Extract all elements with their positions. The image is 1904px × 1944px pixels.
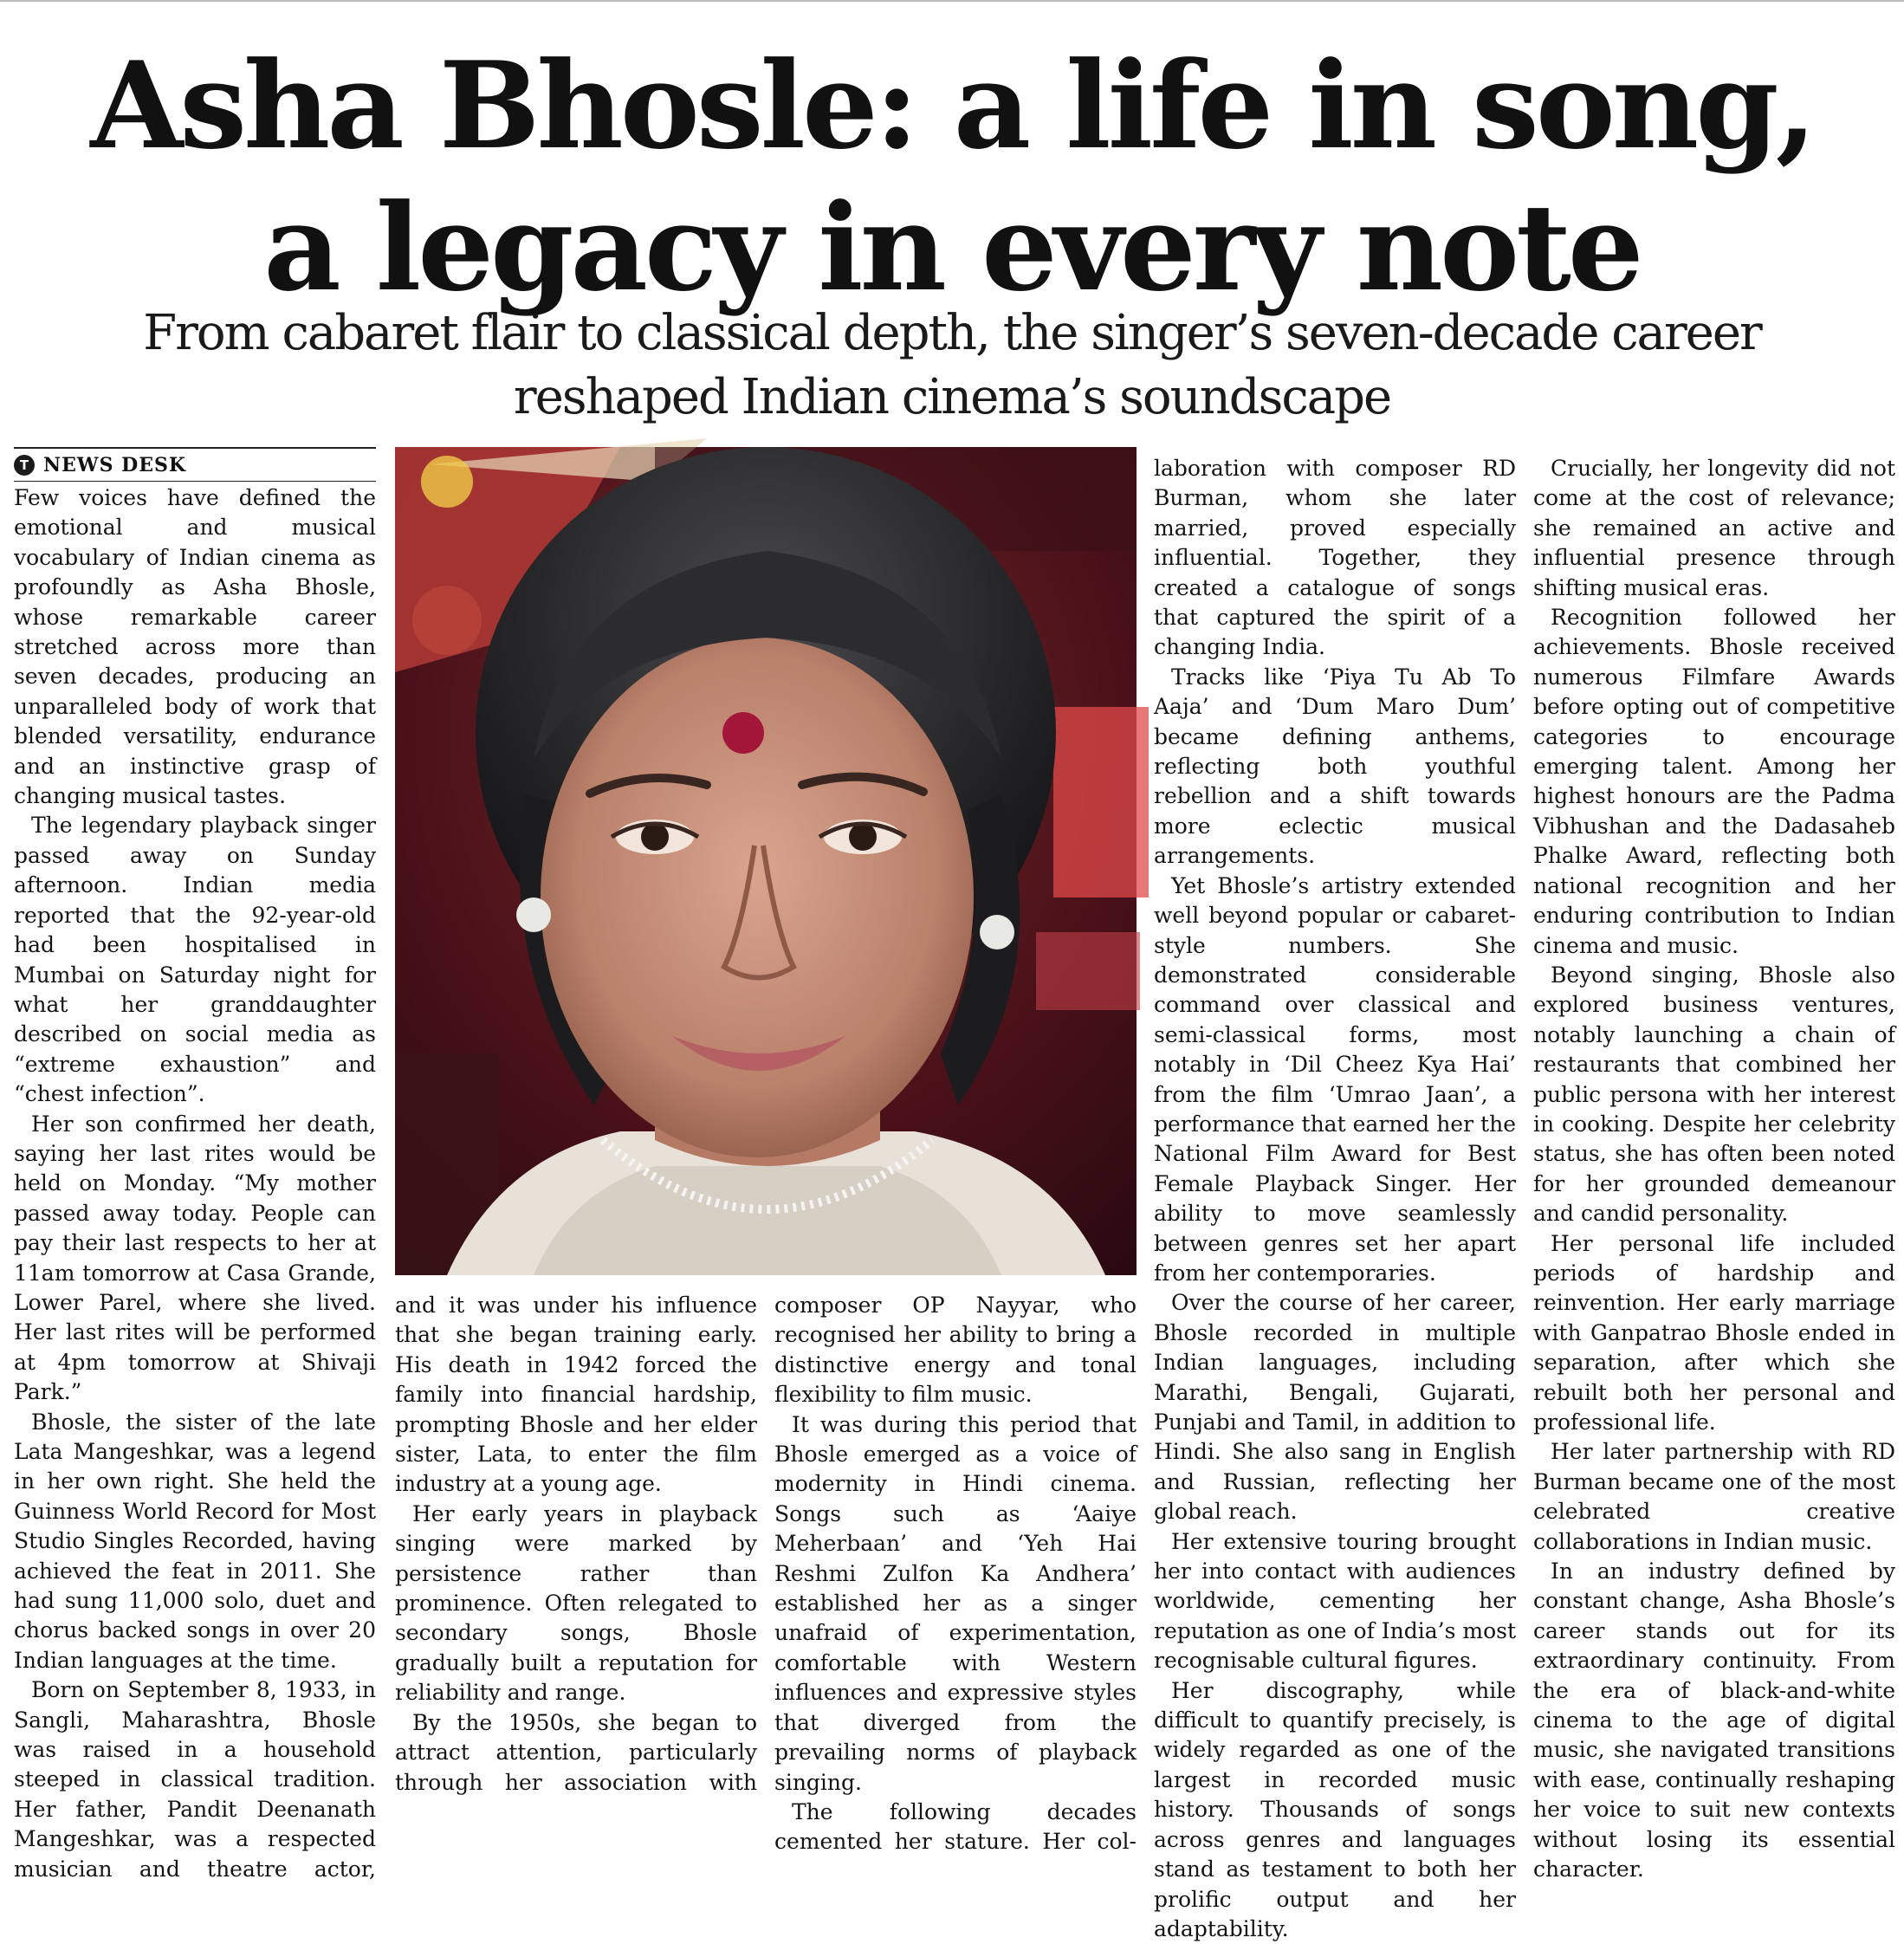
publication-logo-icon: T [14, 455, 35, 476]
paragraph: The following decades cemented her stature. Her col- [774, 1798, 1137, 1855]
headline [52, 35, 1852, 319]
paragraph: Beyond singing, Bhosle also explored business ventures, notably launching a chain of restaurants that combined her public persona with her interest in cooking. Despite her celebrity status, she has often been noted for her grounded demeanour and candid personality. [1533, 962, 1895, 1227]
paragraph: Over the course of her career, Bhosle recorded in multiple Indian languages, including Marathi, Bengali, Gujarati, Punjabi and Tamil, in addition to Hindi. She also sang in English and Russian, reflecting her global reach. [1154, 1290, 1516, 1525]
paragraph: Her son confirmed her death, saying her last rites would be held on Monday. “My mother passed away today. People can pay their last respects to her at 11am tomorrow at Casa Grande, Lower Parel, where she lived. Her last rites will be performed at 4pm tomorrow at Shivaji Park.” [14, 1111, 376, 1405]
paragraph: Her discography, while difficult to quantify precisely, is widely regarded as one of the largest in recorded music history. Thousands of songs across genres and languages stand as testament to both her prolific output and her adaptability. [1154, 1677, 1516, 1941]
article-column-3 [774, 1291, 1137, 1880]
subhead-line-2: reshaped Indian cinema’s soundscape [513, 369, 1391, 425]
headline-line-2: a legacy in every note [263, 177, 1641, 318]
byline [14, 447, 376, 482]
paragraph: Few voices have defined the emotional and musical vocabulary of Indian cinema as profoundly as Asha Bhosle, whose remarkable career stretched across more than seven decades, producing an unparalleled body of work that blended versatility, endurance and an instinctive grasp of changing musical tastes. [14, 485, 376, 809]
paragraph: Her personal life included periods of hardship and reinvention. Her early marriage with Ganpatrao Bhosle ended in separation, after which she rebuilt both her personal and professional life. [1533, 1230, 1895, 1435]
paragraph: Her later partnership with RD Burman became one of the most celebrated creative collaborations in Indian music. [1533, 1439, 1895, 1554]
paragraph: Crucially, her longevity did not come at the cost of relevance; she remained an active and influential presence through shifting musical eras. [1533, 456, 1895, 600]
paragraph: In an industry defined by constant change, Asha Bhosle’s career stands out for its extraordinary continuity. From the era of black-and-white cinema to the age of digital music, she navigated transitions with ease, continually reshaping her voice to suit new contexts without losing its essential character. [1533, 1558, 1895, 1882]
paragraph: and it was under his influence that she began training early. His death in 1942 forced the family into financial hardship, prompting Bhosle and her elder sister, Lata, to enter the film industry at a young age. [395, 1293, 757, 1497]
paragraph: Born on September 8, 1933, in Sangli, Maharashtra, Bhosle was raised in a household steeped in classical tradition. Her father, Pandit Deenanath Mangeshkar, was a respected musician and theatre actor, [14, 1677, 376, 1882]
top-rule [0, 0, 1904, 2]
article-column-4 [1154, 454, 1517, 1941]
paragraph: By the 1950s, she began to attract attention, particularly through her association with [395, 1709, 757, 1795]
article-column-2 [395, 1291, 757, 1880]
portrait-photo [395, 447, 1137, 1275]
paragraph: Her early years in playback singing were marked by persistence rather than prominence. Often relegated to secondary songs, Bhosle gradually built a reputation for reliability and range. [395, 1500, 757, 1706]
article-column-5 [1533, 454, 1895, 1880]
article-column-1 [14, 483, 376, 1882]
paragraph: Bhosle, the sister of the late Lata Mangeshkar, was a legend in her own right. She held the Guinness World Record for Most Studio Singles Recorded, having achieved the feat in 2011. She had sung 11,000 solo, duet and chorus backed songs in over 20 Indian languages at the time. [14, 1409, 376, 1673]
singer-portrait-illustration [395, 447, 1137, 1275]
paragraph: Tracks like ‘Piya Tu Ab To Aaja’ and ‘Dum Maro Dum’ became defining anthems, reflecting both youthful rebellion and a shift towards more eclectic musical arrangements. [1154, 664, 1516, 869]
paragraph: Her extensive touring brought her into contact with audiences worldwide, cementing her reputation as one of India’s most recognisable cultural figures. [1154, 1528, 1517, 1674]
subheadline [87, 301, 1817, 430]
paragraph: It was during this period that Bhosle emerged as a voice of modernity in Hindi cinema. Songs such as ‘Aaiye Meherbaan’ and ‘Yeh Hai Reshmi Zulfon Ka Andhera’ established her as a singer unafraid of experimentation, comfortable with Western influences and expressive styles that diverged from the prevailing norms of playback singing. [774, 1411, 1137, 1795]
paragraph: The legendary playback singer passed away on Sunday afternoon. Indian media reported that the 92-year-old had been hospitalised in Mumbai on Saturday night for what her granddaughter described on social media as “extreme exhaustion” and “chest infection”. [14, 813, 376, 1107]
paragraph: Yet Bhosle’s artistry extended well beyond popular or cabaret-style numbers. She demonstrated considerable command over classical and semi-classical forms, most notably in ‘Dil Cheez Kya Hai’ from the film ‘Umrao Jaan’, a performance that earned her the National Film Award for Best Female Playback Singer. Her ability to move seamlessly between genres set her apart from her contemporaries. [1154, 872, 1516, 1286]
paragraph: Recognition followed her achievements. Bhosle received numerous Filmfare Awards before opting out of competitive categories to encourage emerging talent. Among her highest honours are the Padma Vibhushan and the Dadasaheb Phalke Award, reflecting both national recognition and her enduring contribution to Indian cinema and music. [1533, 605, 1895, 958]
paragraph: composer OP Nayyar, who recognised her ability to bring a distinctive energy and tonal flexibility to film music. [774, 1293, 1137, 1408]
headline-line-1: Asha Bhosle: a life in song, [90, 35, 1814, 176]
subhead-line-1: From cabaret flair to classical depth, the singer’s seven-decade career [143, 305, 1761, 361]
paragraph: laboration with composer RD Burman, whom she later married, proved especially influential. Together, they created a catalogue of songs that captured the spirit of a changing India. [1154, 456, 1516, 660]
byline-author: NEWS DESK [43, 453, 186, 476]
